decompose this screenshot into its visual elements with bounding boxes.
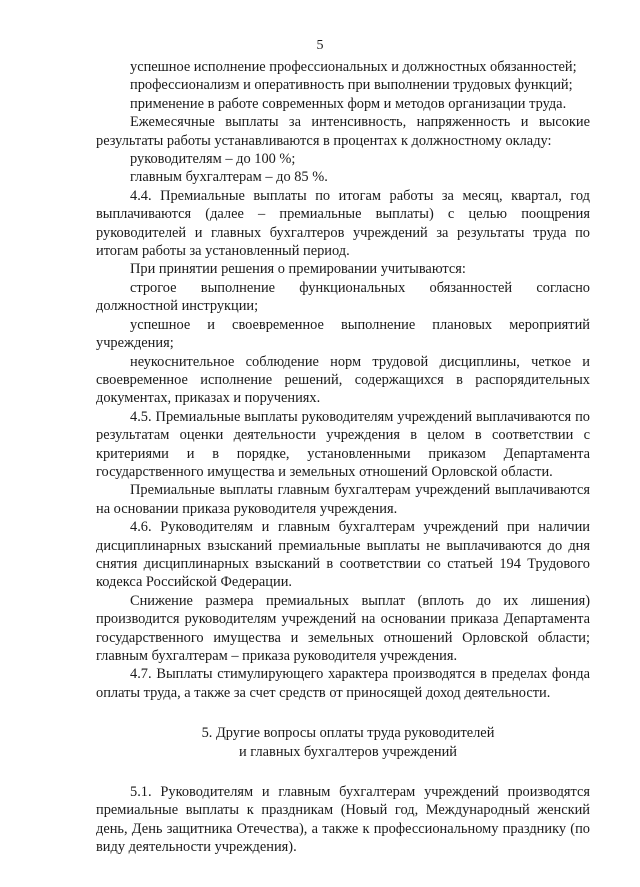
section-heading-line: 5. Другие вопросы оплаты труда руководителей <box>201 725 495 742</box>
paragraph: успешное и своевременное выполнение плановых мероприятий учреждения; <box>96 316 590 352</box>
paragraph: профессионализм и оперативность при выполнении трудовых функций; <box>130 77 573 94</box>
paragraph: успешное исполнение профессиональных и должностных обязанностей; <box>130 59 577 75</box>
paragraph: Ежемесячные выплаты за интенсивность, напряженность и высокие результаты работы устанавливаются в процентах к должностному окладу: <box>96 114 590 149</box>
paragraph: главным бухгалтерам – до 85 %. <box>130 169 328 186</box>
paragraph: строгое выполнение функциональных обязанностей согласно должностной инструкции; <box>96 279 590 315</box>
page-number: 5 <box>316 38 324 53</box>
paragraph: применение в работе современных форм и методов организации труда. <box>130 95 567 112</box>
section-heading-line: и главных бухгалтеров учреждений <box>239 743 457 760</box>
paragraph: 4.6. Руководителям и главным бухгалтерам учреждений при наличии дисциплинарных взысканий премиальные выплаты не выплачиваются до дня снятия дисциплинарных взысканий в соответствии со статьей 194 Трудового кодекса Российской Федерации. <box>96 519 590 591</box>
paragraph: 4.5. Премиальные выплаты руководителям учреждений выплачиваются по результатам оценки деятельности учреждения в целом в соответствии с критериями и в порядке, установленными приказом Департамента государственного имущества и земельных отношений Орловской области. <box>96 408 590 480</box>
paragraph: 4.7. Выплаты стимулирующего характера производятся в пределах фонда оплаты труда, а также за счет средств от приносящей доход деятельности. <box>96 666 590 701</box>
document-body <box>96 58 590 857</box>
paragraph: 5.1. Руководителям и главным бухгалтерам учреждений производятся премиальные выплаты к праздникам (Новый год, Международный женский день, День защитника Отечества), а также к профессиональному празднику (по виду деятельности учреждения). <box>96 784 590 856</box>
section-heading <box>96 724 590 761</box>
paragraph: Снижение размера премиальных выплат (вплоть до их лишения) производится руководителям учреждений на основании приказа Департамента государственного имущества и земельных отношений Орловской области; главным бухгалтерам – приказа руководителя учреждения. <box>96 592 590 664</box>
paragraph: руководителям – до 100 %; <box>130 151 296 168</box>
paragraph: Премиальные выплаты главным бухгалтерам учреждений выплачиваются на основании приказа руководителя учреждения. <box>96 482 590 517</box>
paragraph: неукоснительное соблюдение норм трудовой дисциплины, четкое и своевременное исполнение решений, содержащихся в распорядительных документах, приказах и поручениях. <box>96 353 590 407</box>
paragraph: 4.4. Премиальные выплаты по итогам работы за месяц, квартал, год выплачиваются (далее – премиальные выплаты) с целью поощрения руководителей и главных бухгалтеров учреждений за результаты труда по итогам работы за установленный период. <box>96 187 590 260</box>
paragraph: При принятии решения о премировании учитываются: <box>130 261 466 278</box>
